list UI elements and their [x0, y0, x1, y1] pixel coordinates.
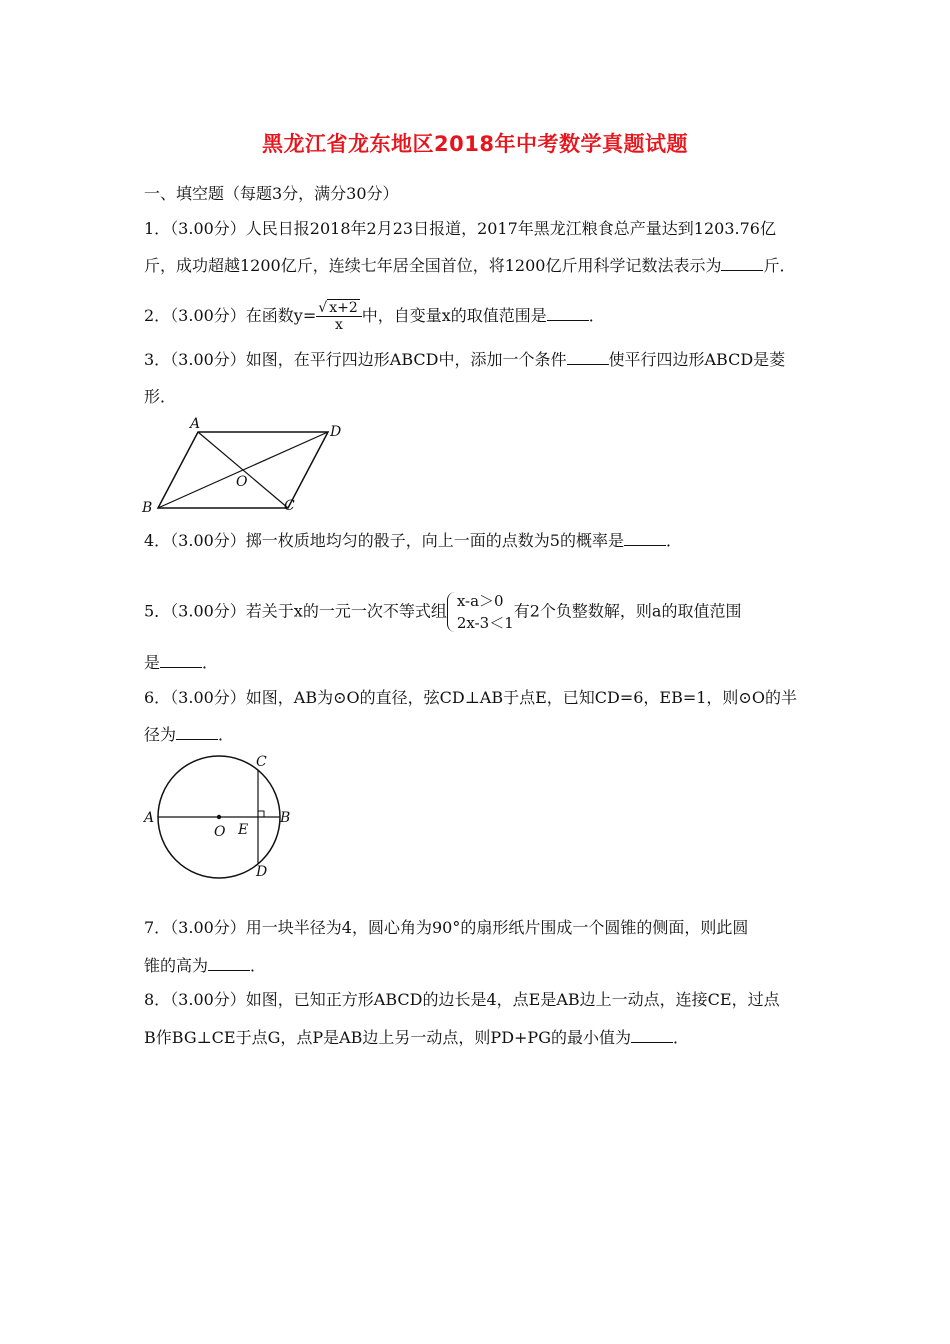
- inequality-2: 2x-3＜1: [456, 614, 514, 632]
- question-1-line-1: 1．（3.00分）人民日报2018年2月23日报道，2017年黑龙江粮食总产量达到1203.76亿: [144, 219, 776, 238]
- answer-blank[interactable]: [547, 306, 589, 321]
- vertex-label-d: D: [330, 424, 342, 440]
- page-title: 黑龙江省龙东地区2018年中考数学真题试题: [262, 132, 688, 156]
- circle-figure: [140, 750, 300, 880]
- point-label-o: O: [214, 824, 226, 840]
- question-7-line-2: [144, 956, 266, 976]
- question-5-line-2: [144, 653, 218, 673]
- question-2-text-2: 中，自变量x的取值范围是: [361, 306, 547, 325]
- question-8-line-1: 8．（3.00分）如图，已知正方形ABCD的边长是4，点E是AB边上一动点，连接CE，过点: [144, 990, 780, 1009]
- question-1-text: 斤，成功超越1200亿斤，连续七年居全国首位，将1200亿斤用科学记数法表示为: [144, 256, 722, 275]
- question-6-line-2: [144, 725, 234, 745]
- section-heading: 一、填空题（每题3分，满分30分）: [144, 184, 399, 203]
- fraction-numerator: x+2: [329, 300, 358, 316]
- question-2-line: [144, 300, 605, 333]
- question-4-end: ．: [666, 531, 683, 550]
- question-2-end: ．: [588, 306, 605, 325]
- question-3-text-2: 使平行四边形ABCD是菱: [608, 350, 786, 369]
- inequality-system: [447, 590, 514, 634]
- answer-blank[interactable]: [631, 1028, 673, 1043]
- question-5-text-3: 是: [144, 653, 161, 672]
- question-7-line-1: 7．（3.00分）用一块半径为4，圆心角为90°的扇形纸片围成一个圆锥的侧面，则此圆: [144, 918, 749, 937]
- answer-blank[interactable]: [624, 531, 666, 546]
- answer-blank[interactable]: [176, 725, 218, 740]
- center-label-o: O: [236, 474, 248, 490]
- question-3-line-1: [144, 350, 785, 370]
- question-6-line-1: 6．（3.00分）如图，AB为⊙O的直径，弦CD⊥AB于点E，已知CD=6，EB=1，则⊙O的半: [144, 688, 797, 707]
- fraction-denominator: x: [335, 317, 343, 333]
- question-3-text: 3．（3.00分）如图，在平行四边形ABCD中，添加一个条件: [144, 350, 567, 369]
- question-5-text-2: 有2个负整数解，则a的取值范围: [513, 601, 742, 621]
- function-fraction: $\frac{√ x+2}{x}$: [316, 300, 361, 333]
- vertex-label-a: A: [190, 416, 201, 432]
- point-label-d: D: [256, 864, 268, 880]
- question-3-line-2: 形．: [144, 387, 177, 406]
- question-2-text: 2．（3.00分）在函数y=: [144, 306, 317, 325]
- point-label-b: B: [280, 810, 291, 826]
- center-point: [217, 815, 221, 819]
- question-5-text: 5．（3.00分）若关于x的一元一次不等式组: [144, 601, 447, 621]
- vertex-label-c: C: [284, 498, 295, 514]
- question-4-text: 4．（3.00分）掷一枚质地均匀的骰子，向上一面的点数为5的概率是: [144, 531, 624, 550]
- question-5-line-1: [144, 590, 741, 634]
- parallelogram-figure: [138, 412, 350, 522]
- right-angle-mark: [258, 811, 264, 817]
- inequality-1: x-a＞0: [456, 592, 504, 610]
- question-4-line: [144, 531, 682, 551]
- point-label-e: E: [238, 822, 249, 838]
- point-label-a: A: [144, 810, 155, 826]
- question-8-text: B作BG⊥CE于点G，点P是AB边上另一动点，则PD+PG的最小值为: [144, 1028, 631, 1047]
- question-5-end: ．: [202, 653, 219, 672]
- vertex-label-b: B: [142, 500, 153, 516]
- question-1-end: 斤．: [763, 256, 796, 275]
- question-7-text: 锥的高为: [144, 956, 209, 975]
- question-8-line-2: [144, 1028, 689, 1048]
- answer-blank[interactable]: [567, 350, 609, 365]
- answer-blank[interactable]: [208, 956, 250, 971]
- question-8-end: ．: [672, 1028, 689, 1047]
- question-7-end: ．: [250, 956, 267, 975]
- question-1-line-2: [144, 256, 795, 276]
- point-label-c: C: [256, 754, 267, 770]
- diagonal-bd: [158, 432, 328, 508]
- answer-blank[interactable]: [721, 256, 763, 271]
- question-6-text: 径为: [144, 725, 177, 744]
- answer-blank[interactable]: [160, 653, 202, 668]
- question-6-end: ．: [218, 725, 235, 744]
